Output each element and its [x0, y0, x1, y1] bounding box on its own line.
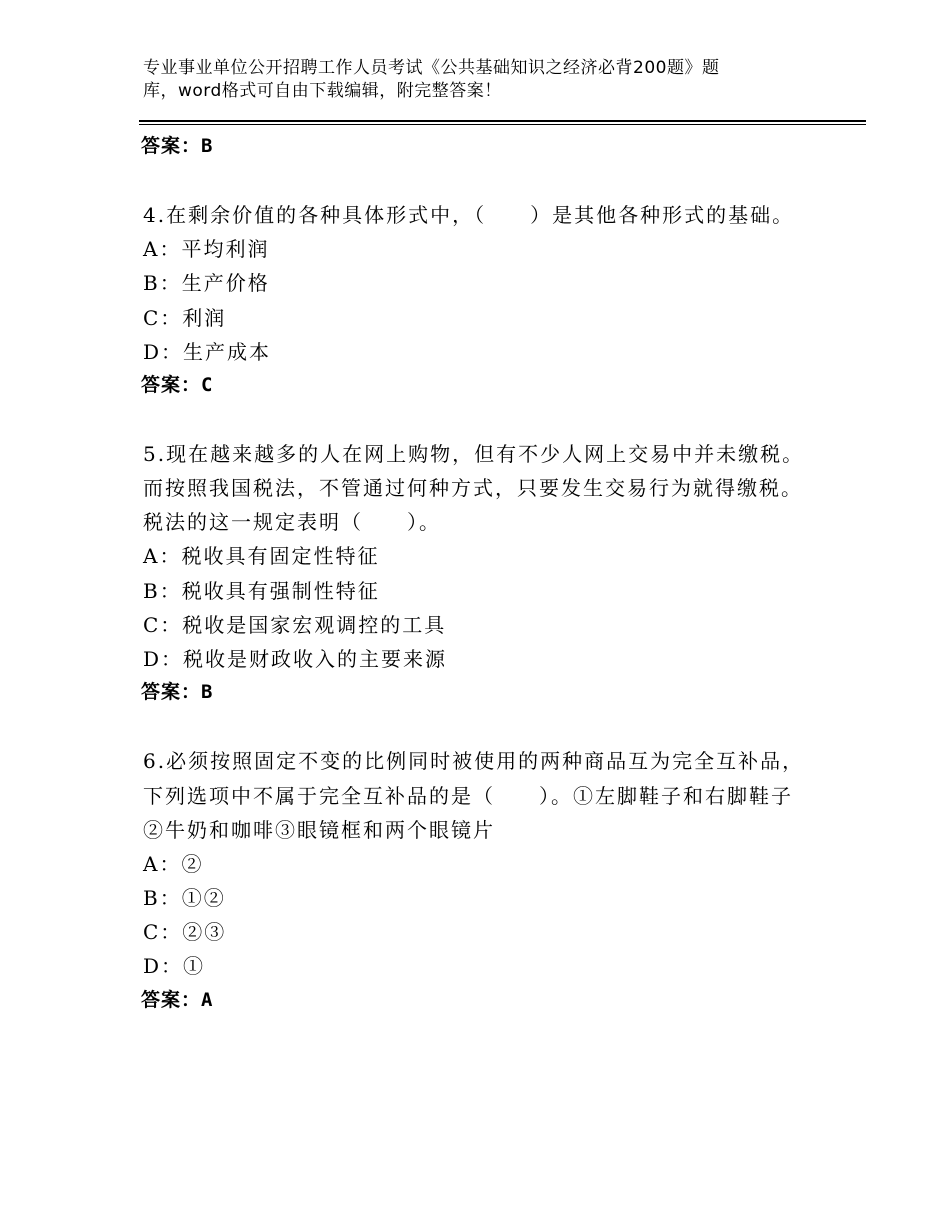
question-5-option-c: C：税收是国家宏观调控的工具 — [143, 613, 447, 637]
question-5-text-line-2: 而按照我国税法，不管通过何种方式，只要发生交易行为就得缴税。 — [143, 476, 803, 500]
answer-label: 答案： — [141, 374, 202, 396]
question-5-text-line-3: 税法的这一规定表明（ ）。 — [143, 510, 441, 534]
question-5-option-d: D：税收是财政收入的主要来源 — [143, 647, 448, 671]
answer-value: A — [201, 989, 214, 1011]
header-rule-thin — [139, 124, 866, 125]
answer-value: B — [201, 681, 214, 703]
question-6-option-a: A：② — [143, 852, 204, 876]
answer-value: C — [201, 374, 214, 396]
question-4-text: 4.在剩余价值的各种具体形式中，（ ）是其他各种形式的基础。 — [143, 203, 795, 227]
question-6-text-line-3: ②牛奶和咖啡③眼镜框和两个眼镜片 — [143, 818, 495, 842]
question-6-text-line-1: 6.必须按照固定不变的比例同时被使用的两种商品互为完全互补品， — [143, 749, 805, 773]
question-6-answer — [141, 985, 213, 1012]
question-4-option-b: B：生产价格 — [143, 271, 270, 295]
header-rule-thick — [139, 120, 866, 122]
question-6-text-line-2: 下列选项中不属于完全互补品的是（ ）。①左脚鞋子和右脚鞋子 — [143, 784, 793, 808]
question-4-option-a: A：平均利润 — [143, 237, 270, 261]
question-5-answer — [141, 677, 213, 704]
question-5-text-line-1: 5.现在越来越多的人在网上购物，但有不少人网上交易中并未缴税。 — [143, 442, 805, 466]
question-4-option-d: D：生产成本 — [143, 340, 272, 364]
answer-label: 答案： — [141, 989, 202, 1011]
header-line-2: 库，word格式可自由下载编辑，附完整答案！ — [143, 81, 502, 101]
question-6-option-b: B：①② — [143, 886, 226, 910]
answer-label: 答案： — [141, 135, 202, 157]
question-6-option-c: C：②③ — [143, 920, 227, 944]
question-4-option-c: C：利润 — [143, 306, 227, 330]
question-6-option-d: D：① — [143, 954, 206, 978]
question-4-answer — [141, 370, 213, 397]
answer-label: 答案： — [141, 681, 202, 703]
answer-line — [141, 131, 213, 158]
header-line-1: 专业事业单位公开招聘工作人员考试《公共基础知识之经济必背200题》题 — [143, 58, 720, 78]
answer-value: B — [201, 135, 214, 157]
question-5-option-a: A：税收具有固定性特征 — [143, 544, 380, 568]
question-5-option-b: B：税收具有强制性特征 — [143, 579, 380, 603]
document-header — [143, 57, 803, 103]
